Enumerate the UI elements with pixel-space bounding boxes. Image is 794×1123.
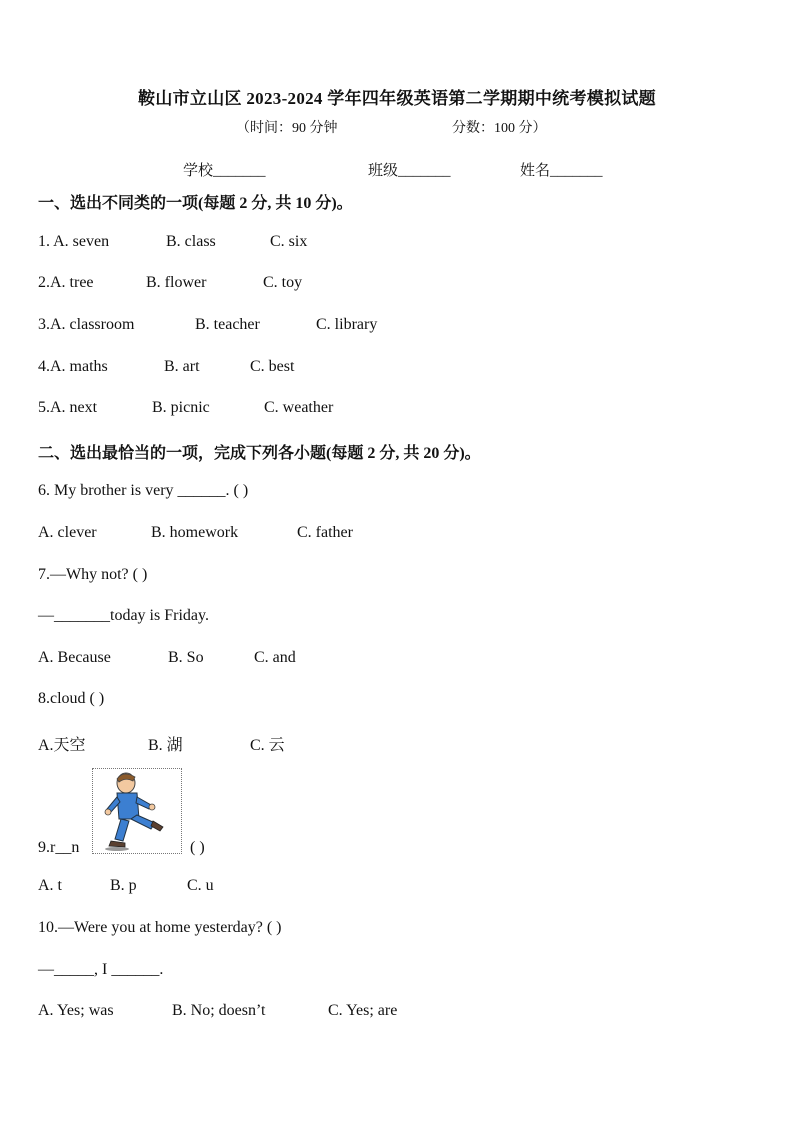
exam-score: 分数：100 分） xyxy=(452,121,547,136)
q10-option-a: A. Yes; was xyxy=(38,1002,114,1019)
q9-option-a: A. t xyxy=(38,877,62,894)
q2-option-a: 2.A. tree xyxy=(38,274,94,291)
question-9-stem: 9.r__n xyxy=(38,839,80,856)
question-10-stem: 10.—Were you at home yesterday? ( ) xyxy=(38,919,282,936)
q1-option-c: C. six xyxy=(270,233,308,250)
q6-option-c: C. father xyxy=(297,524,353,541)
question-7-reply: —_______today is Friday. xyxy=(38,607,209,624)
question-9-options xyxy=(38,877,214,895)
page-title: 鞍山市立山区 2023-2024 学年四年级英语第二学期期中统考模拟试题 xyxy=(138,89,656,108)
question-7-options xyxy=(38,649,296,667)
question-7-stem: 7.—Why not? ( ) xyxy=(38,566,148,583)
q1-option-a: 1. A. seven xyxy=(38,233,110,250)
q6-option-a: A. clever xyxy=(38,524,97,541)
question-2 xyxy=(38,274,303,292)
q9-option-c: C. u xyxy=(187,877,214,894)
question-4 xyxy=(38,358,295,376)
q4-option-c: C. best xyxy=(250,358,295,375)
q8-option-a: A.天空 xyxy=(38,737,86,754)
q2-option-c: C. toy xyxy=(263,274,303,291)
question-9-paren: ( ) xyxy=(190,839,205,856)
q5-option-b: B. picnic xyxy=(152,399,210,416)
question-10-reply: —_____, I ______. xyxy=(38,961,164,978)
section-2-heading: 二、选出最恰当的一项，完成下列各小题(每题 2 分, 共 20 分)。 xyxy=(38,445,481,462)
question-8-stem: 8.cloud ( ) xyxy=(38,690,105,707)
q6-option-b: B. homework xyxy=(151,524,239,541)
running-boy-illustration xyxy=(92,768,182,854)
q3-option-c: C. library xyxy=(316,316,378,333)
q3-option-a: 3.A. classroom xyxy=(38,316,135,333)
q3-option-b: B. teacher xyxy=(195,316,260,333)
question-5 xyxy=(38,399,334,417)
q7-option-c: C. and xyxy=(254,649,296,666)
q9-option-b: B. p xyxy=(110,877,137,894)
q1-option-b: B. class xyxy=(166,233,216,250)
q8-option-b: B. 湖 xyxy=(148,737,183,754)
question-6-stem: 6. My brother is very ______. ( ) xyxy=(38,482,249,499)
q10-option-c: C. Yes; are xyxy=(328,1002,398,1019)
q2-option-b: B. flower xyxy=(146,274,207,291)
q8-option-c: C. 云 xyxy=(250,737,285,754)
school-field: 学校_______ xyxy=(183,163,266,179)
q10-option-b: B. No; doesn’t xyxy=(172,1002,266,1019)
q4-option-b: B. art xyxy=(164,358,200,375)
class-field: 班级_______ xyxy=(368,163,451,179)
exam-time: （时间：90 分钟 xyxy=(236,121,338,136)
section-1-heading: 一、选出不同类的一项(每题 2 分, 共 10 分)。 xyxy=(38,195,353,212)
name-field: 姓名_______ xyxy=(520,163,603,179)
running-boy-icon xyxy=(93,769,181,853)
question-6-options xyxy=(38,524,353,542)
q4-option-a: 4.A. maths xyxy=(38,358,108,375)
q7-option-a: A. Because xyxy=(38,649,111,666)
question-1 xyxy=(38,233,308,251)
q7-option-b: B. So xyxy=(168,649,204,666)
question-3 xyxy=(38,316,378,334)
q5-option-c: C. weather xyxy=(264,399,334,416)
question-10-options xyxy=(38,1002,398,1020)
question-8-options xyxy=(38,732,285,755)
q5-option-a: 5.A. next xyxy=(38,399,98,416)
